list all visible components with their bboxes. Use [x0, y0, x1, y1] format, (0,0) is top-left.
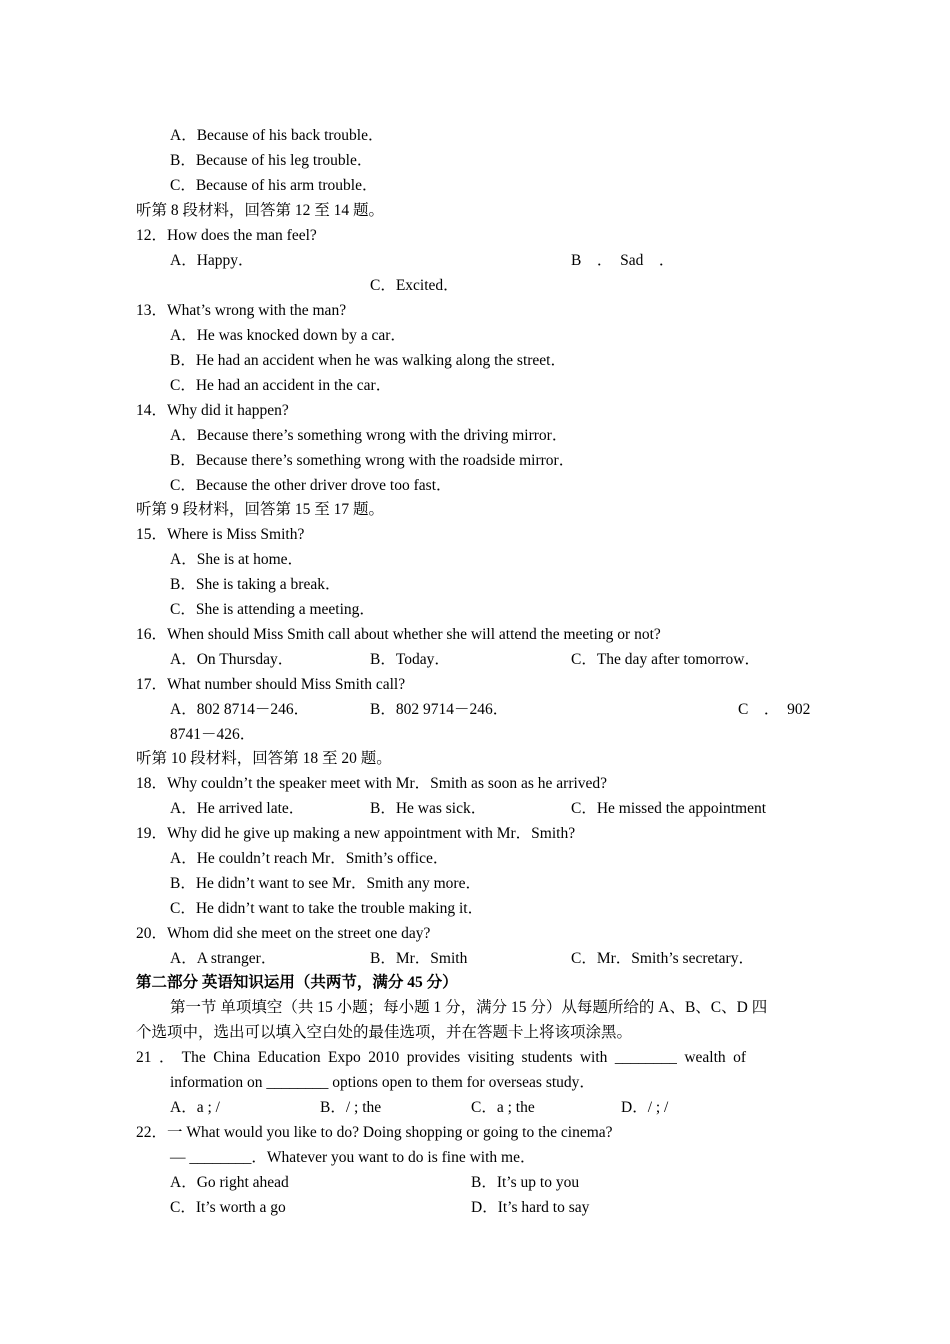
q21-option-d: D．/ ; / [621, 1099, 669, 1116]
q21-option-a: A．a ; / [170, 1099, 220, 1116]
q21-option-c: C．a ; the [471, 1099, 535, 1116]
q18-option-a: A．He arrived late． [170, 800, 305, 817]
q11-option-a: A．Because of his back trouble． [170, 127, 384, 144]
part-2-intro-line-2: 个选项中，选出可以填入空白处的最佳选项，并在答题卡上将该项涂黑。 [136, 1024, 633, 1041]
q17-text: 17．What number should Miss Smith call? [136, 676, 406, 693]
q22-option-b: B．It’s up to you [471, 1174, 580, 1191]
q13-option-c: C．He had an accident in the car． [170, 377, 392, 394]
q18-option-c: C．He missed the appointment [571, 800, 767, 817]
q17-option-c-continued: 8741－426． [170, 726, 256, 743]
q21-text-line-1: 21 ． The China Education Expo 2010 provides visiting students with ________ wealth of [136, 1049, 747, 1066]
q12-text: 12．How does the man feel? [136, 227, 317, 244]
q15-text: 15．Where is Miss Smith? [136, 526, 305, 543]
q20-text: 20．Whom did she meet on the street one day? [136, 925, 431, 942]
q15-option-a: A．She is at home． [170, 551, 304, 568]
q14-option-b: B．Because there’s something wrong with the roadside mirror． [170, 452, 575, 469]
q17-option-a: A．802 8714－246． [170, 701, 310, 718]
q12-option-a: A．Happy． [170, 252, 254, 269]
q15-option-b: B．She is taking a break． [170, 576, 341, 593]
q19-option-a: A．He couldn’t reach Mr．Smith’s office． [170, 850, 449, 867]
section-10-instruction: 听第 10 段材料，回答第 18 至 20 题。 [136, 750, 392, 767]
q16-text: 16．When should Miss Smith call about whether she will attend the meeting or not? [136, 626, 661, 643]
q16-option-a: A．On Thursday． [170, 651, 294, 668]
q12-option-c: C．Excited． [370, 277, 459, 294]
q17-option-b: B．802 9714－246． [370, 701, 509, 718]
q22-option-c: C．It’s worth a go [170, 1199, 286, 1216]
q20-option-a: A．A stranger． [170, 950, 277, 967]
q13-text: 13．What’s wrong with the man? [136, 302, 347, 319]
q20-option-b: B．Mr．Smith [370, 950, 468, 967]
part-2-title: 第二部分 英语知识运用（共两节，满分 45 分） [136, 974, 458, 991]
q15-option-c: C．She is attending a meeting． [170, 601, 375, 618]
section-9-instruction: 听第 9 段材料，回答第 15 至 17 题。 [136, 501, 385, 518]
q11-option-b: B．Because of his leg trouble． [170, 152, 373, 169]
q22-option-d: D．It’s hard to say [471, 1199, 590, 1216]
q19-text: 19．Why did he give up making a new appointment with Mr．Smith? [136, 825, 576, 842]
q16-option-b: B．Today． [370, 651, 450, 668]
q18-text: 18．Why couldn’t the speaker meet with Mr．Smith as soon as he arrived? [136, 775, 608, 792]
q20-option-c: C．Mr．Smith’s secretary． [571, 950, 754, 967]
q17-option-c: C ． 902 [738, 701, 811, 718]
section-8-instruction: 听第 8 段材料，回答第 12 至 14 题。 [136, 202, 385, 219]
q22-text-line-2: — ________．Whatever you want to do is fine with me． [170, 1149, 536, 1166]
q14-text: 14．Why did it happen? [136, 402, 289, 419]
q22-option-a: A．Go right ahead [170, 1174, 289, 1191]
q13-option-a: A．He was knocked down by a car． [170, 327, 406, 344]
q19-option-b: B．He didn’t want to see Mr．Smith any more． [170, 875, 481, 892]
q18-option-b: B．He was sick． [370, 800, 487, 817]
q12-option-b: B ． Sad ． [571, 252, 675, 269]
q21-text-line-2: information on ________ options open to them for overseas study． [170, 1074, 595, 1091]
part-2-intro-line-1: 第一节 单项填空（共 15 小题；每小题 1 分，满分 15 分）从每题所给的 A、B、C、D 四 [170, 999, 768, 1016]
q16-option-c: C．The day after tomorrow． [571, 651, 760, 668]
q11-option-c: C．Because of his arm trouble． [170, 177, 378, 194]
q14-option-c: C．Because the other driver drove too fast． [170, 477, 452, 494]
q13-option-b: B．He had an accident when he was walking along the street． [170, 352, 566, 369]
q21-option-b: B．/ ; the [320, 1099, 382, 1116]
q14-option-a: A．Because there’s something wrong with the driving mirror． [170, 427, 568, 444]
q22-text-line-1: 22．一 What would you like to do? Doing shopping or going to the cinema? [136, 1124, 613, 1141]
q19-option-c: C．He didn’t want to take the trouble making it． [170, 900, 484, 917]
